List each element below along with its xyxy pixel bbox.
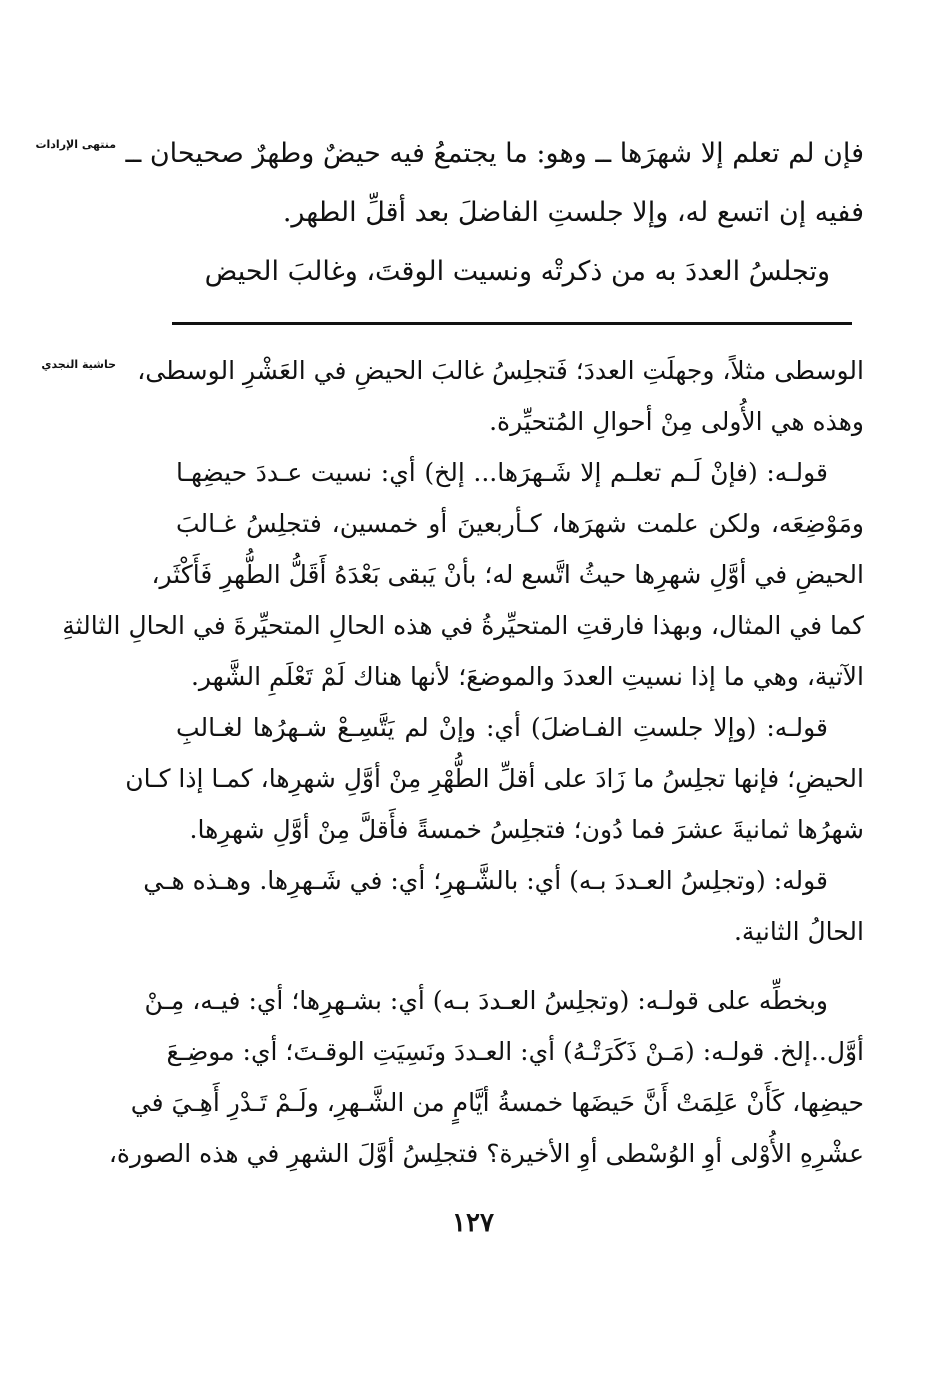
hashiya-line: أوَّل..إلخ. قولـه: (مَـنْ ذَكَرَتْـهُ) أي: العـددَ ونَسِيَتِ الوقـتَ؛ أي: موضِـعَ: [166, 1037, 864, 1066]
matn-line: وتجلسُ العددَ به من ذكرتْه ونسيت الوقتَ، وغالبَ الحيض: [204, 256, 830, 287]
matn-line: ففيه إن اتسع له، وإلا جلستِ الفاضلَ بعد أقلِّ الطهر.: [282, 197, 864, 228]
margin-label-hashiya: حاشية النجدي: [41, 358, 116, 371]
hashiya-line: الحيضِ في أوَّلِ شهرِها حيثُ اتَّسع له؛ بأنْ يَبقى بَعْدَهُ أَقَلُّ الطُّهرِ فَأَكْثَر،: [151, 560, 864, 589]
margin-label-matn: منتهى الإرادات: [35, 138, 116, 151]
hashiya-line: قولـه: (فإنْ لَـم تعلـم إلا شَـهرَها... إلخ) أي: نسيت عـددَ حيضِهـا: [176, 458, 828, 487]
hashiya-line: وهذه هي الأُولى مِنْ أحوالِ المُتحيِّرة.: [489, 407, 864, 436]
hashiya-line: الآتية، وهي ما إذا نسيتِ العددَ والموضعَ؛ لأنها هناك لَمْ تَعْلَمِ الشَّهر.: [190, 662, 864, 691]
matn-line: فإن لم تعلم إلا شهرَها ــ وهو: ما يجتمعُ فيه حيضٌ وطهرٌ صحيحان ــ: [125, 138, 864, 169]
separator-rule: [172, 322, 852, 325]
hashiya-line: ومَوْضِعَه، ولكن علمت شهرَها، كـأربعينَ أو خمسين، فتجلِسُ غـالبَ: [176, 509, 864, 538]
hashiya-line: عشْرِهِ الأُوْلى أوِ الوُسْطى أوِ الأخيرة؟ فتجلِسُ أوَّلَ الشهرِ في هذه الصورة،: [108, 1139, 864, 1168]
hashiya-line: حيضِها، كَأَنْ عَلِمَتْ أَنَّ حَيضَها خمسةُ أيَّامٍ من الشَّـهرِ، ولَـمْ تَـدْرِ أَهِـيَ في: [130, 1088, 864, 1117]
hashiya-line: الحيضِ؛ فإنها تجلِسُ ما زَادَ على أقلِّ الطُّهْرِ مِنْ أوَّلِ شهرِها، كمـا إذا كـان: [125, 764, 864, 793]
hashiya-line: قولـه: (وإلا جلستِ الفـاضلَ) أي: وإنْ لم يَتَّسِـعْ شـهرُها لغـالبِ: [176, 713, 828, 742]
hashiya-line: شهرُها ثمانيةَ عشرَ فما دُون؛ فتجلِسُ خمسةً فأَقلَّ مِنْ أوَّلِ شهرِها.: [189, 815, 864, 844]
hashiya-line: كما في المثال، وبهذا فارقتِ المتحيِّرةُ في هذه الحالِ المتحيِّرةَ في الحالِ الثالثةِ: [62, 611, 864, 640]
matn-text-block: [125, 138, 864, 317]
page-number: ١٢٧: [452, 1208, 494, 1238]
hashiya-line: وبخطِّه على قولـه: (وتجلِسُ العـددَ بـه) أي: بشـهرِها؛ أي: فيـه، مِـنْ: [144, 986, 828, 1015]
hashiya-line: الحالُ الثانية.: [733, 917, 864, 946]
hashiya-line: الوسطى مثلاً، وجهلَتِ العددَ؛ فَتجلِسُ غالبَ الحيضِ في العَشْرِ الوسطى،: [137, 356, 864, 385]
hashiya-line: قوله: (وتجلِسُ العـددَ بـه) أي: بالشَّـهرِ؛ أي: في شَـهرِها. وهـذه هـي: [143, 866, 828, 895]
